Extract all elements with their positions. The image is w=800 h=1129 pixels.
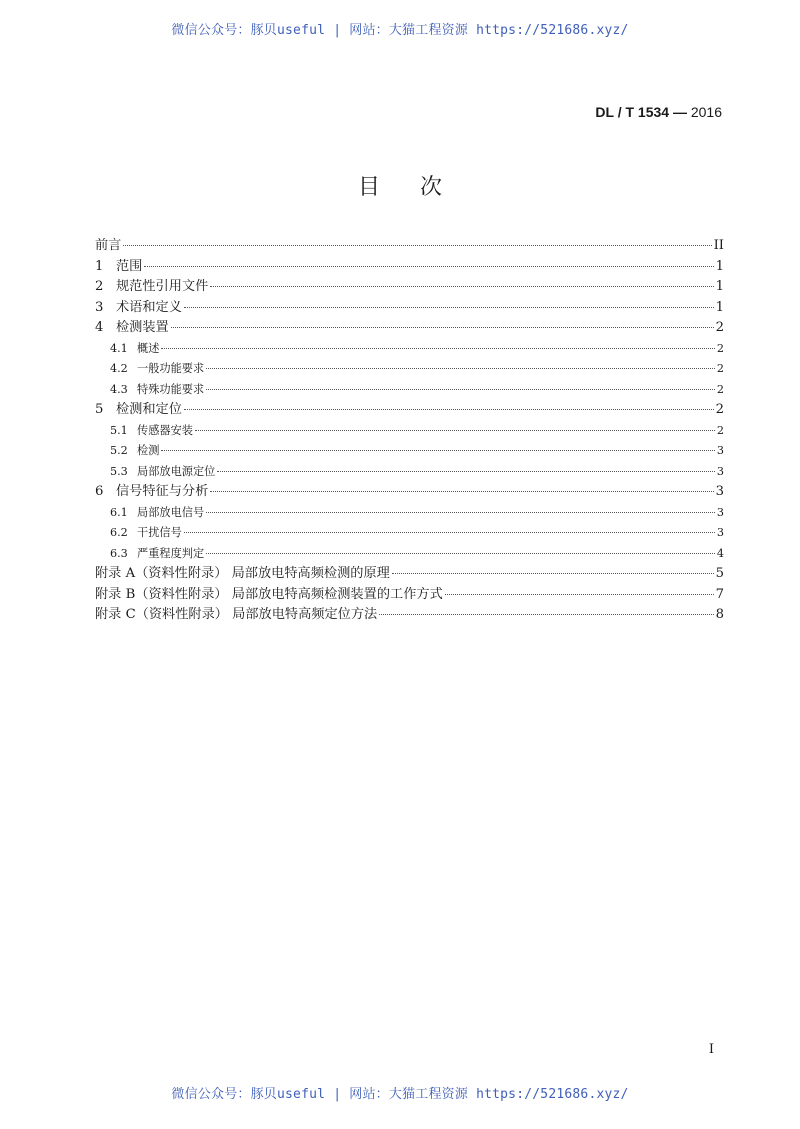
toc-entry[interactable] (95, 421, 724, 442)
toc-entry-label: 信号特征与分析 (116, 484, 209, 499)
toc-entry-page: 3 (716, 444, 724, 457)
toc-entry[interactable] (95, 564, 724, 585)
toc-entry[interactable] (95, 441, 724, 462)
toc-entry[interactable] (95, 318, 724, 339)
toc-entry[interactable] (95, 298, 724, 319)
toc-entry-label: 范围 (116, 258, 143, 274)
toc-entry-label: 特殊功能要求 (137, 382, 205, 396)
toc-entry[interactable] (95, 257, 724, 278)
toc-entry-page: 1 (715, 279, 724, 294)
toc-entry-number: 5.2 (110, 444, 128, 457)
toc-entry[interactable] (95, 236, 724, 257)
standard-code (595, 104, 722, 120)
toc-entry-number: 6.1 (110, 505, 128, 519)
toc-leader-dots (184, 307, 714, 308)
toc-entry-page: 2 (715, 320, 724, 335)
toc-entry[interactable] (95, 523, 724, 544)
toc-entry-label: 严重程度判定 (137, 546, 205, 560)
toc-entry-number: 5.3 (110, 464, 128, 478)
toc-entry[interactable] (95, 462, 724, 483)
toc-entry-label: 检测 (137, 444, 160, 457)
toc-entry-page: 5 (715, 566, 724, 581)
toc-leader-dots (123, 245, 711, 246)
toc-entry-page: 2 (716, 341, 724, 355)
toc-entry-number: 6.3 (110, 546, 128, 560)
toc-entry-page: 8 (715, 607, 724, 622)
toc-leader-dots (445, 594, 714, 595)
toc-entry-page: 3 (716, 526, 724, 539)
toc-leader-dots (217, 471, 715, 472)
toc-entry-number: 4 (95, 320, 104, 335)
toc-leader-dots (210, 286, 713, 287)
toc-entry-label: 附录 C（资料性附录） 局部放电特高频定位方法 (95, 607, 378, 622)
toc-leader-dots (144, 266, 713, 267)
toc-entry[interactable] (95, 359, 724, 380)
toc-entry-page: II (713, 238, 724, 253)
toc-entry-number: 1 (95, 258, 104, 274)
toc-leader-dots (195, 430, 715, 431)
toc-entry-page: 3 (715, 484, 724, 499)
toc-entry[interactable] (95, 339, 724, 360)
toc-entry-label: 传感器安装 (137, 423, 193, 437)
toc-leader-dots (184, 532, 715, 533)
toc-entry[interactable] (95, 482, 724, 503)
toc-entry-page: 2 (716, 382, 724, 396)
toc-entry-label: 附录 A（资料性附录） 局部放电特高频检测的原理 (95, 566, 390, 581)
toc-entry-label: 局部放电信号 (137, 505, 205, 519)
toc-entry-number: 5 (95, 402, 104, 417)
toc-entry-number: 6 (95, 484, 104, 499)
watermark-bottom: 微信公众号：豚贝useful | 网站：大猫工程资源 https://521686.xyz/ (171, 1087, 629, 1102)
table-of-contents (95, 236, 724, 626)
standard-code-number: DL / T 1534 (595, 104, 670, 120)
toc-entry-number: 4.1 (110, 341, 128, 355)
toc-entry-label: 一般功能要求 (137, 362, 205, 375)
toc-entry-label: 术语和定义 (116, 299, 182, 315)
toc-leader-dots (206, 389, 715, 390)
toc-entry-number: 3 (95, 299, 104, 315)
toc-entry-label: 前言 (95, 238, 122, 253)
toc-entry[interactable] (95, 605, 724, 626)
toc-entry-number: 5.1 (110, 423, 128, 437)
standard-code-separator: — (669, 104, 691, 120)
toc-entry-page: 1 (715, 258, 724, 274)
toc-entry-page: 3 (716, 505, 724, 519)
toc-leader-dots (206, 512, 715, 513)
toc-leader-dots (206, 368, 715, 369)
toc-entry-page: 4 (716, 546, 724, 560)
toc-entry[interactable] (95, 277, 724, 298)
toc-entry-number: 6.2 (110, 526, 128, 539)
toc-entry-label: 概述 (137, 341, 160, 355)
toc-leader-dots (184, 409, 714, 410)
page-number: I (708, 1042, 714, 1057)
toc-entry-number: 2 (95, 279, 104, 294)
toc-entry-page: 2 (716, 362, 724, 375)
toc-entry-label: 规范性引用文件 (116, 279, 209, 294)
toc-entry-page: 2 (715, 402, 724, 417)
toc-leader-dots (161, 348, 714, 349)
toc-leader-dots (171, 327, 714, 328)
toc-entry-page: 1 (715, 299, 724, 315)
toc-entry-label: 检测和定位 (116, 402, 182, 417)
toc-leader-dots (379, 614, 713, 615)
toc-leader-dots (206, 553, 715, 554)
toc-entry[interactable] (95, 380, 724, 401)
toc-leader-dots (210, 491, 713, 492)
toc-entry[interactable] (95, 585, 724, 606)
toc-entry-label: 附录 B（资料性附录） 局部放电特高频检测装置的工作方式 (95, 586, 443, 602)
toc-leader-dots (161, 450, 714, 451)
toc-entry-number: 4.2 (110, 362, 128, 375)
standard-code-year: 2016 (690, 104, 722, 120)
watermark-top: 微信公众号：豚贝useful | 网站：大猫工程资源 https://521686.xyz/ (171, 23, 629, 38)
toc-leader-dots (392, 573, 714, 574)
toc-entry-page: 3 (716, 464, 724, 478)
toc-title: 目次 (357, 175, 482, 200)
toc-entry-page: 7 (715, 586, 724, 602)
toc-entry-label: 干扰信号 (137, 526, 182, 539)
toc-entry[interactable] (95, 503, 724, 524)
toc-entry[interactable] (95, 400, 724, 421)
toc-entry-label: 局部放电源定位 (137, 464, 216, 478)
toc-entry[interactable] (95, 544, 724, 565)
toc-entry-number: 4.3 (110, 382, 128, 396)
toc-entry-page: 2 (716, 423, 724, 437)
toc-entry-label: 检测装置 (116, 320, 169, 335)
